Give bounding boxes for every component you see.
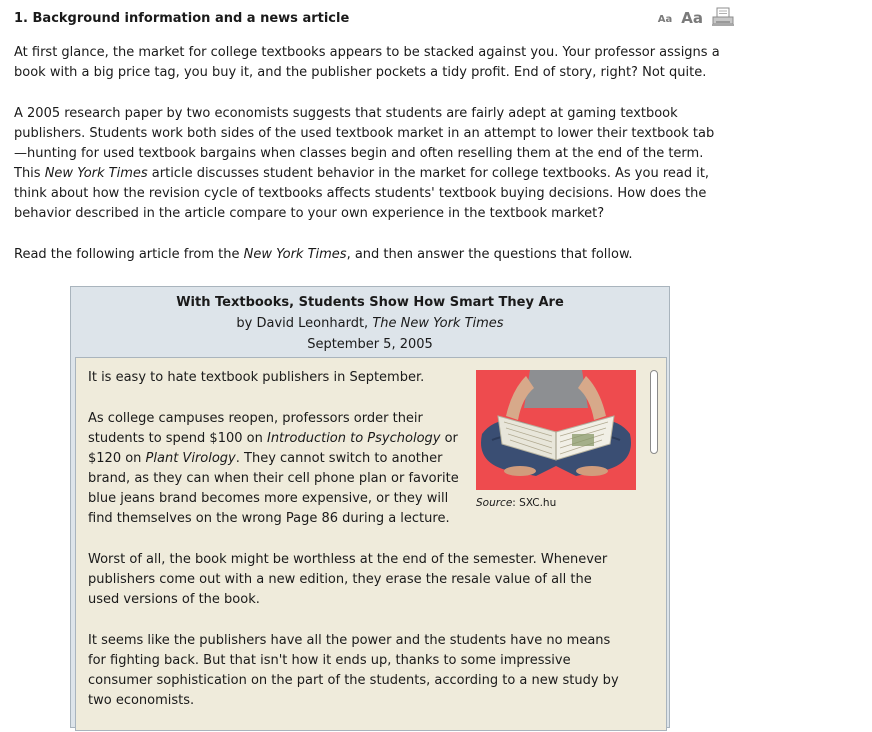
article-paragraph-2-text-a: As college campuses reopen, professors order their students to spend $100 on (88, 411, 423, 446)
intro-paragraph-2-publication: New York Times (44, 166, 148, 181)
section-title: 1. Background information and a news article (14, 11, 350, 26)
intro-paragraph-2-text-a: A 2005 research paper by two economists suggests that students are fairly adept at gaming textbook publishers. Students work both sides of the used textbook market in an attempt to lower their textbook tab—hunting for used textbook bargains when classes begin and often reselling them at the end of the term. This (14, 106, 715, 181)
article-paragraph-2-text-b: or $120 on (88, 431, 458, 466)
intro-paragraph-3-text-b: , and then answer the questions that follow. (346, 247, 633, 262)
print-icon[interactable] (712, 7, 734, 27)
figure-caption-label: Source (476, 497, 513, 509)
section-header (14, 11, 734, 33)
student-reading-textbook-photo (476, 370, 636, 490)
increase-font-button[interactable]: Aa (681, 9, 703, 27)
article-paragraph-1: It is easy to hate textbook publishers in September. (88, 370, 425, 385)
article-byline (71, 313, 669, 334)
article-byline-publication: The New York Times (372, 316, 504, 331)
article-figure (476, 370, 636, 510)
article-scroll-pane[interactable] (75, 357, 667, 731)
article-byline-author: by David Leonhardt, (236, 316, 373, 331)
decrease-font-button[interactable]: Aa (657, 14, 673, 25)
article-paragraph-2-book-1: Introduction to Psychology (266, 431, 441, 446)
article-header (71, 287, 669, 355)
article-scrollbar[interactable] (648, 364, 660, 726)
article-title: With Textbooks, Students Show How Smart They Are (176, 295, 564, 310)
article-paragraph-2 (88, 409, 460, 529)
article-paragraph-2-text-c: . They cannot switch to another brand, as they can when their cell phone plan or favorite blue jeans brand becomes more expensive, or they will find themselves on the wrong Page 86 during a lecture. (88, 451, 459, 526)
article-date: September 5, 2005 (307, 337, 433, 352)
article-box (70, 286, 670, 728)
article-paragraph-3: Worst of all, the book might be worthless at the end of the semester. Whenever publishers come out with a new edition, they erase the resale value of all the used versions of the book. (88, 552, 608, 607)
figure-caption (476, 496, 636, 510)
intro-paragraph-3 (14, 245, 724, 265)
article-paragraph-2-book-2: Plant Virology (145, 451, 236, 466)
intro-paragraph-3-text-a: Read the following article from the (14, 247, 244, 262)
figure-caption-source: : SXC.hu (512, 497, 557, 509)
article-paragraph-4: It seems like the publishers have all the power and the students have no means for fighting back. But that isn't how it ends up, thanks to some impressive consumer sophistication on the part of the students, according to a new study by two economists. (88, 633, 619, 708)
intro-paragraph-2 (14, 104, 724, 224)
intro-paragraph-3-publication: New York Times (243, 247, 347, 262)
article-scrollbar-thumb[interactable] (650, 370, 658, 454)
text-tools (658, 7, 734, 27)
intro-paragraph-2-text-b: article discusses student behavior in the market for college textbooks. As you read it, think about how the revision cycle of textbooks affects students' textbook buying decisions. How does the behavior described in the article compare to your own experience in the textbook market? (14, 166, 710, 221)
intro-paragraph-1: At first glance, the market for college textbooks appears to be stacked against you. Your professor assigns a book with a big price tag, you buy it, and the publisher pockets a tidy profit. End of story, right? Not quite. (14, 45, 720, 80)
